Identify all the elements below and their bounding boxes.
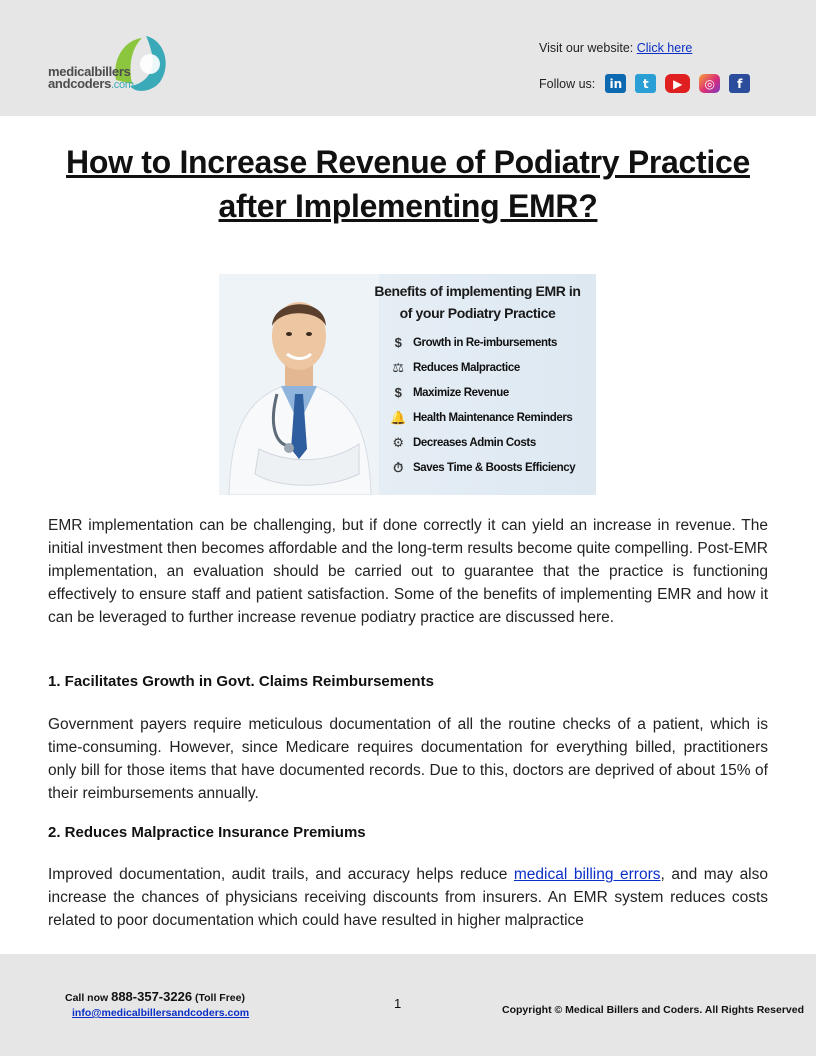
visit-label: Visit our website: [539, 41, 634, 55]
section2-paragraph [48, 863, 768, 932]
call-now [65, 989, 245, 1004]
section1-heading: 1. Facilitates Growth in Govt. Claims Reimbursements [48, 673, 434, 690]
figure-title [359, 280, 596, 324]
benefit-label: Growth in Re-imbursements [413, 336, 557, 349]
toll-free-label: (Toll Free) [192, 992, 245, 1004]
youtube-icon[interactable]: ▶ [665, 74, 690, 93]
facebook-icon[interactable]: f [729, 74, 750, 93]
phone-number[interactable]: 888-357-3226 [111, 989, 193, 1004]
page-header [0, 0, 816, 116]
benefits-list [389, 330, 575, 480]
benefits-figure [219, 274, 596, 495]
benefit-label: Reduces Malpractice [413, 361, 520, 374]
follow-label: Follow us: [539, 76, 596, 91]
figure-title-line2: of your Podiatry Practice [399, 305, 556, 321]
gavel-icon: ⚖ [392, 359, 404, 375]
figure-title-line1: Benefits of implementing EMR in [374, 283, 581, 299]
gear-icon: ⚙ [392, 434, 404, 450]
copyright-notice: Copyright © Medical Billers and Coders. All Rights Reserved [502, 1004, 804, 1016]
bell-icon: 🔔 [390, 409, 406, 425]
list-item [389, 455, 575, 480]
benefit-label: Health Maintenance Reminders [413, 411, 573, 424]
section2-text-after: , and may also increase the chances of physicians receiving discounts from insurers. An EMR system reduces costs related to poor documentation which could have resulted in higher malpractice [48, 866, 768, 929]
logo-line1: medicalbillers [48, 64, 131, 79]
doctor-illustration [219, 274, 379, 495]
visit-website-link[interactable]: Click here [636, 41, 693, 55]
list-item [389, 430, 575, 455]
email-link[interactable]: info@medicalbillersandcoders.com [72, 1007, 250, 1019]
call-prefix: Call now [65, 992, 112, 1004]
list-item [389, 380, 575, 405]
logo-suffix: .com [111, 79, 134, 91]
benefit-label: Decreases Admin Costs [413, 436, 536, 449]
follow-us [539, 74, 759, 93]
benefit-label: Saves Time & Boosts Efficiency [413, 461, 576, 474]
dollar-icon: $ [394, 335, 402, 350]
visit-website [539, 41, 692, 55]
section2-heading: 2. Reduces Malpractice Insurance Premiums [48, 824, 366, 841]
medical-billing-errors-link[interactable]: medical billing errors [513, 866, 661, 883]
instagram-icon[interactable]: ◎ [699, 74, 720, 93]
stopwatch-icon: ⏱ [393, 459, 403, 475]
page-number: 1 [394, 996, 402, 1011]
section1-paragraph: Government payers require meticulous documentation of all the routine checks of a patient, which is time-consuming. However, since Medicare requires documentation for everything billed, practitioners only bill for those items that have documented records. Due to this, doctors are deprived of about 15% of their reimbursements annually. [48, 716, 768, 802]
linkedin-icon[interactable]: in [605, 74, 626, 93]
logo-line2: andcoders [48, 76, 112, 91]
section2-text-before: Improved documentation, audit trails, and accuracy helps reduce [48, 866, 514, 883]
twitter-icon[interactable]: t [635, 74, 656, 93]
list-item [389, 355, 575, 380]
list-item [389, 405, 575, 430]
list-item [389, 330, 575, 355]
money-bag-icon: $ [394, 385, 402, 400]
company-logo[interactable] [48, 34, 178, 98]
intro-paragraph: EMR implementation can be challenging, but if done correctly it can yield an increase in revenue. The initial investment then becomes affordable and the long-term results become quite compelling. Post-EMR implementation, an evaluation should be carried out to guarantee that the practice is functioning effectively to ensure staff and patient satisfaction. Some of the benefits of implementing EMR and how it can be leveraged to further increase revenue podiatry practice are discussed here. [48, 517, 768, 626]
logo-wordmark [48, 66, 134, 91]
benefit-label: Maximize Revenue [413, 386, 509, 399]
page-title: How to Increase Revenue of Podiatry Practice after Implementing EMR? [66, 144, 750, 224]
